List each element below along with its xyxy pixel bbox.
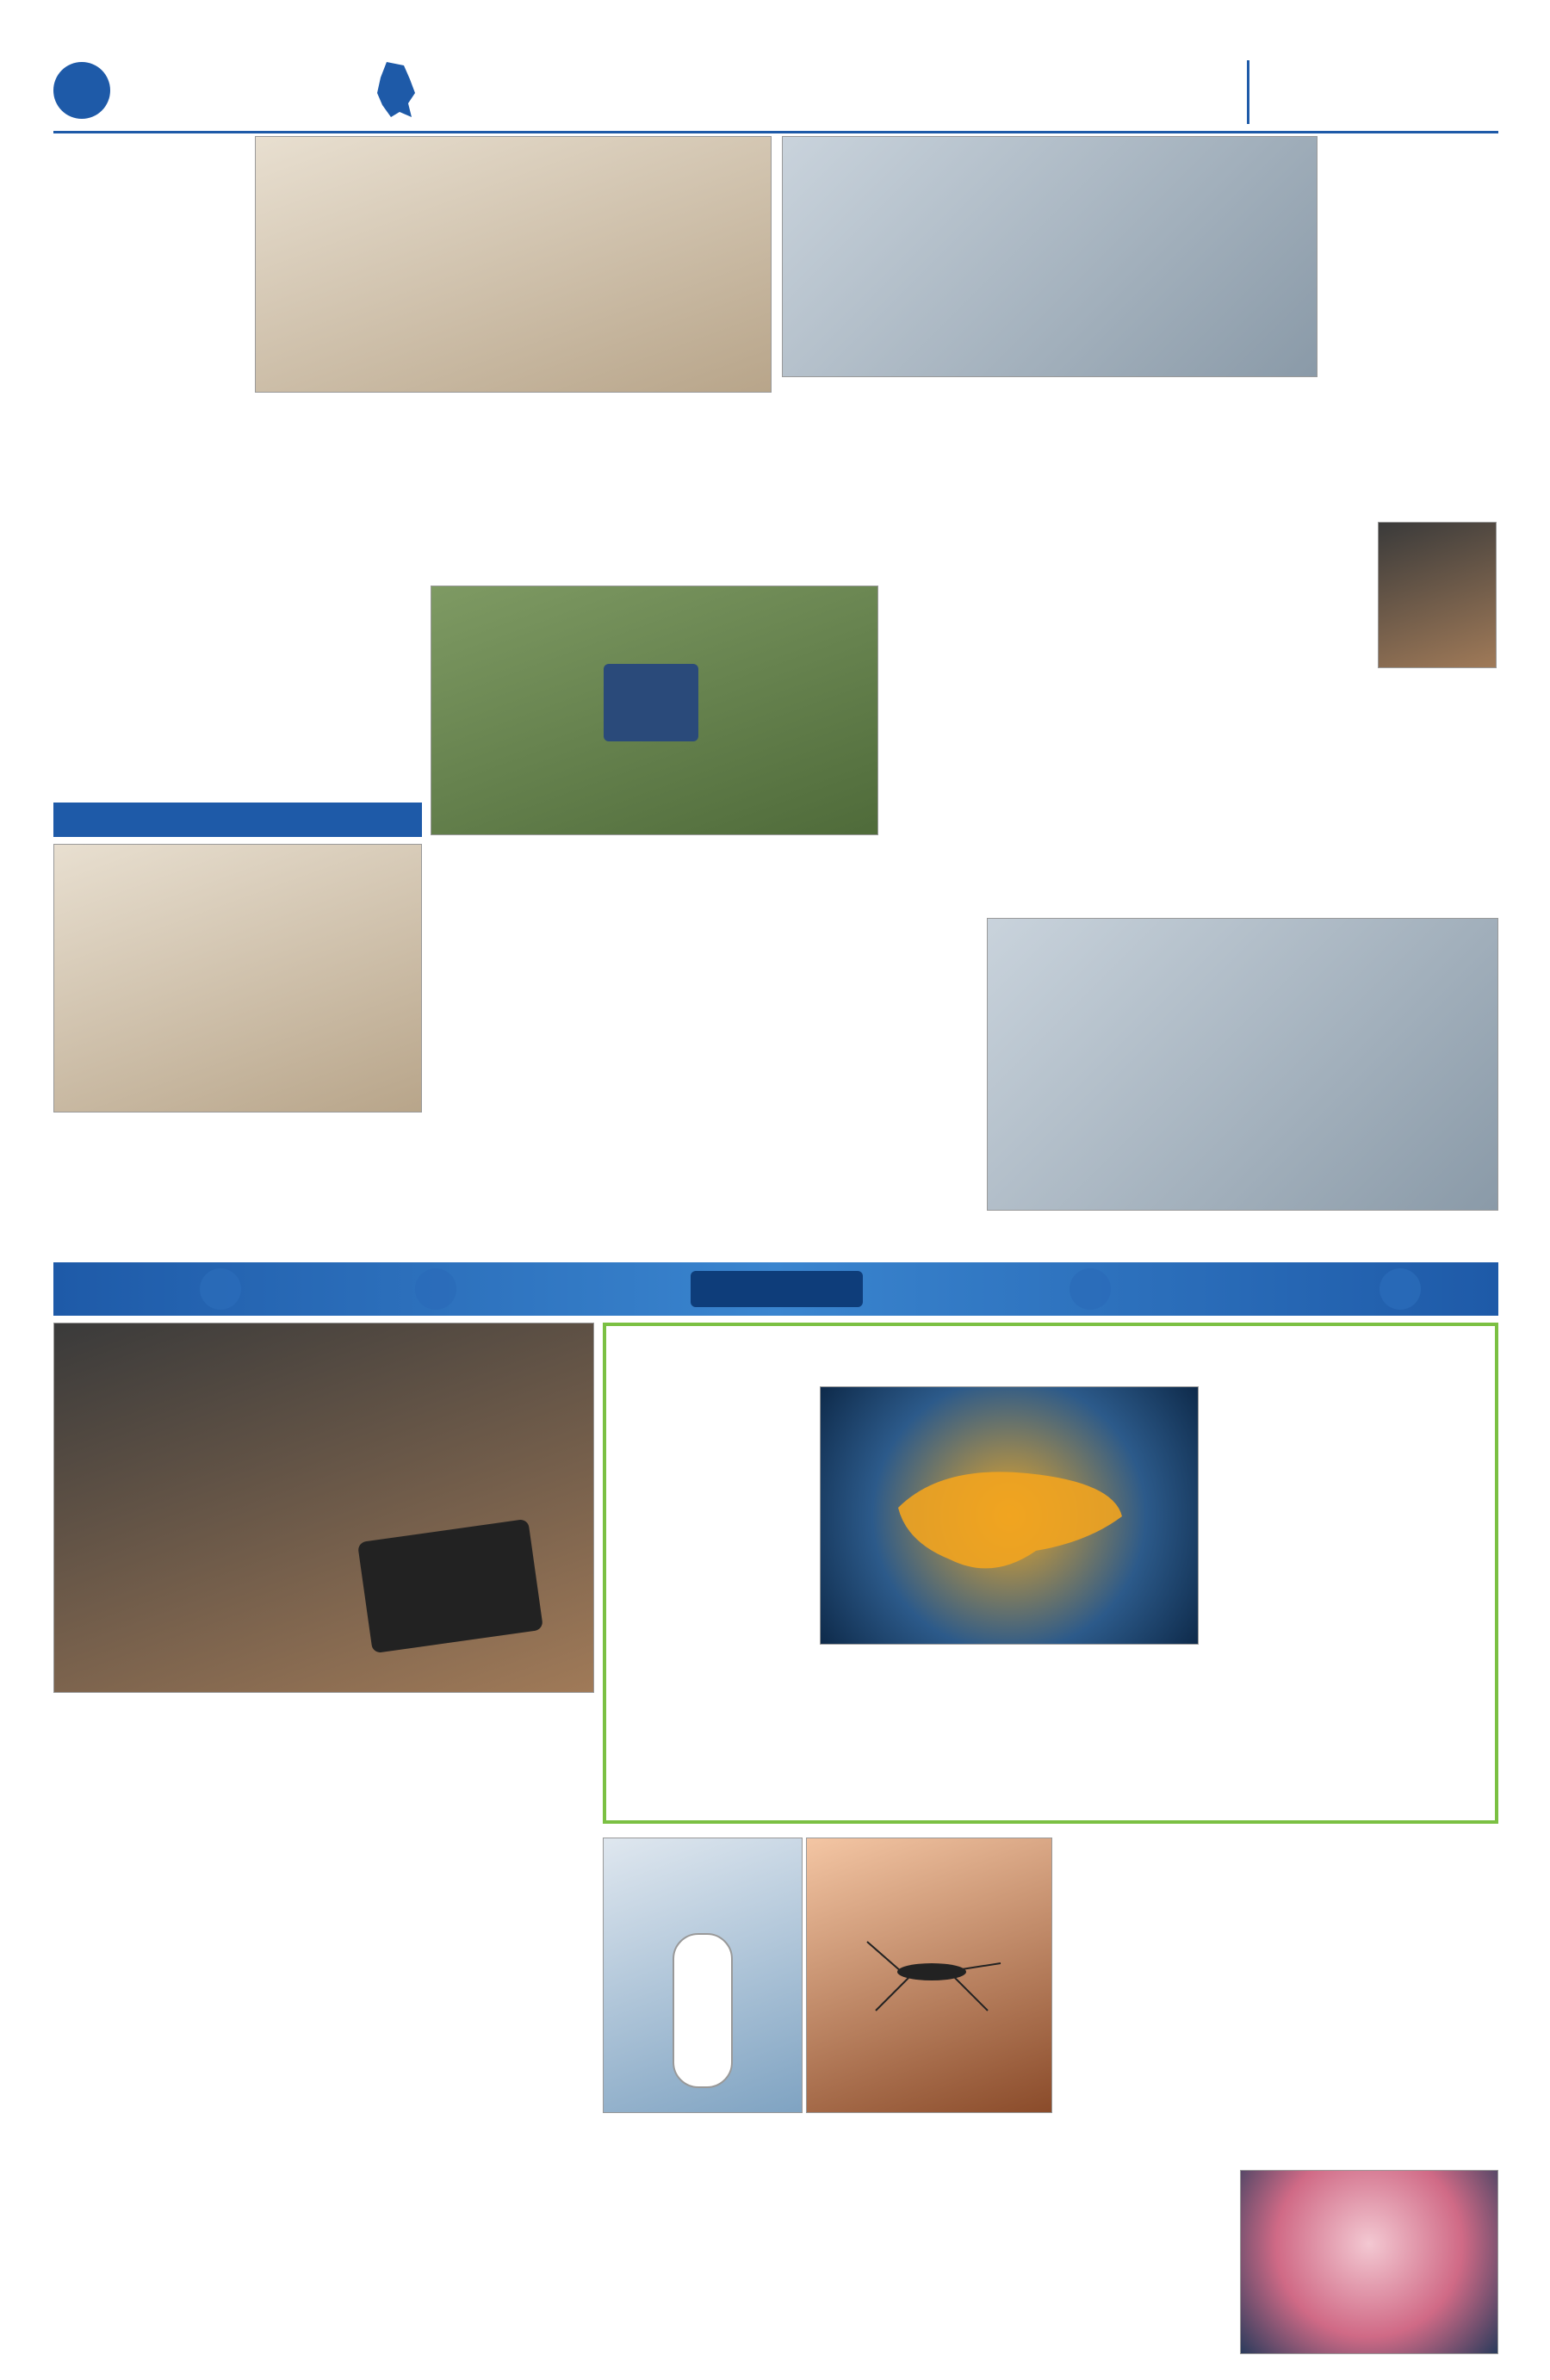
- arrest-headline: [1373, 673, 1498, 759]
- commercial-news-band: [53, 803, 422, 837]
- road-story-body: [887, 586, 1185, 870]
- myopia-body: [53, 1815, 594, 2349]
- road-photo-caption: [431, 837, 775, 854]
- story5-headline: [823, 913, 978, 1013]
- banner-headline: [431, 465, 1188, 577]
- test-tube-shape: [673, 1933, 733, 2088]
- section-logo: [53, 60, 346, 122]
- story3-headline: [255, 441, 424, 551]
- mosquito-on-skin-photo: [806, 1838, 1052, 2113]
- seminar-group-photo: [782, 136, 1318, 377]
- accused-portrait-photo: [1378, 522, 1497, 668]
- dengue-body: [603, 2173, 1052, 2351]
- seminar-subhead: [1193, 511, 1365, 534]
- hormone-disease-list: [1283, 1891, 1498, 2166]
- liver-illustration: [820, 1386, 1199, 1645]
- stethoscope-icon: [1380, 1268, 1421, 1310]
- workers-meeting-caption: [987, 1214, 1498, 1255]
- pill-icon: [415, 1268, 456, 1310]
- workers-meeting-photo: [987, 918, 1498, 1211]
- heartbeat-icon: [1070, 1268, 1111, 1310]
- health-band-title: [691, 1271, 863, 1307]
- health-band: [53, 1262, 1498, 1316]
- damaged-road-photo: [431, 586, 878, 835]
- liver-organ-icon: [890, 1465, 1131, 1585]
- story1-body: [53, 325, 245, 794]
- conference-photo: [255, 136, 772, 393]
- seminar-headline: [1193, 444, 1365, 508]
- header-rule: [53, 131, 1498, 133]
- tablet-shape: [357, 1519, 543, 1654]
- story4-body: [431, 976, 816, 1257]
- story2-headline: [1326, 139, 1498, 236]
- seminar-photo-caption: [782, 379, 1318, 431]
- seminar-body: [1193, 536, 1365, 889]
- medical-cross-icon: [200, 1268, 241, 1310]
- mosquito-icon: [859, 1924, 1005, 2019]
- story1-headline: [53, 139, 243, 320]
- hormone-body: [1059, 1891, 1274, 2166]
- liver-body-middle: [620, 1650, 1190, 1812]
- myopia-headline: [53, 1705, 594, 1808]
- exam-hall-photo: [53, 844, 422, 1113]
- child-with-tablet-photo: [53, 1323, 594, 1693]
- hormone-headline: [1059, 1838, 1498, 1886]
- liver-body-right: [1206, 1395, 1486, 1812]
- bangladesh-map-icon: [374, 60, 417, 121]
- story3-body: [255, 575, 424, 792]
- arrest-body: [1373, 763, 1498, 920]
- story5-body: [823, 1016, 978, 1257]
- thyroid-illustration: [1240, 2170, 1498, 2354]
- conference-photo-caption: [255, 396, 772, 431]
- exam-story-body: [53, 1118, 422, 1255]
- liver-headline: [620, 1335, 1481, 1386]
- dengue-headline: [603, 2120, 1052, 2168]
- auto-rickshaw-shape: [604, 664, 698, 741]
- road-photo-credit: [809, 837, 878, 854]
- dengue-test-photo: [603, 1838, 803, 2113]
- section-number-badge: [53, 62, 110, 119]
- header-divider: [1247, 60, 1249, 124]
- road-story-foot: [431, 858, 1185, 909]
- story4-headline: [431, 913, 816, 971]
